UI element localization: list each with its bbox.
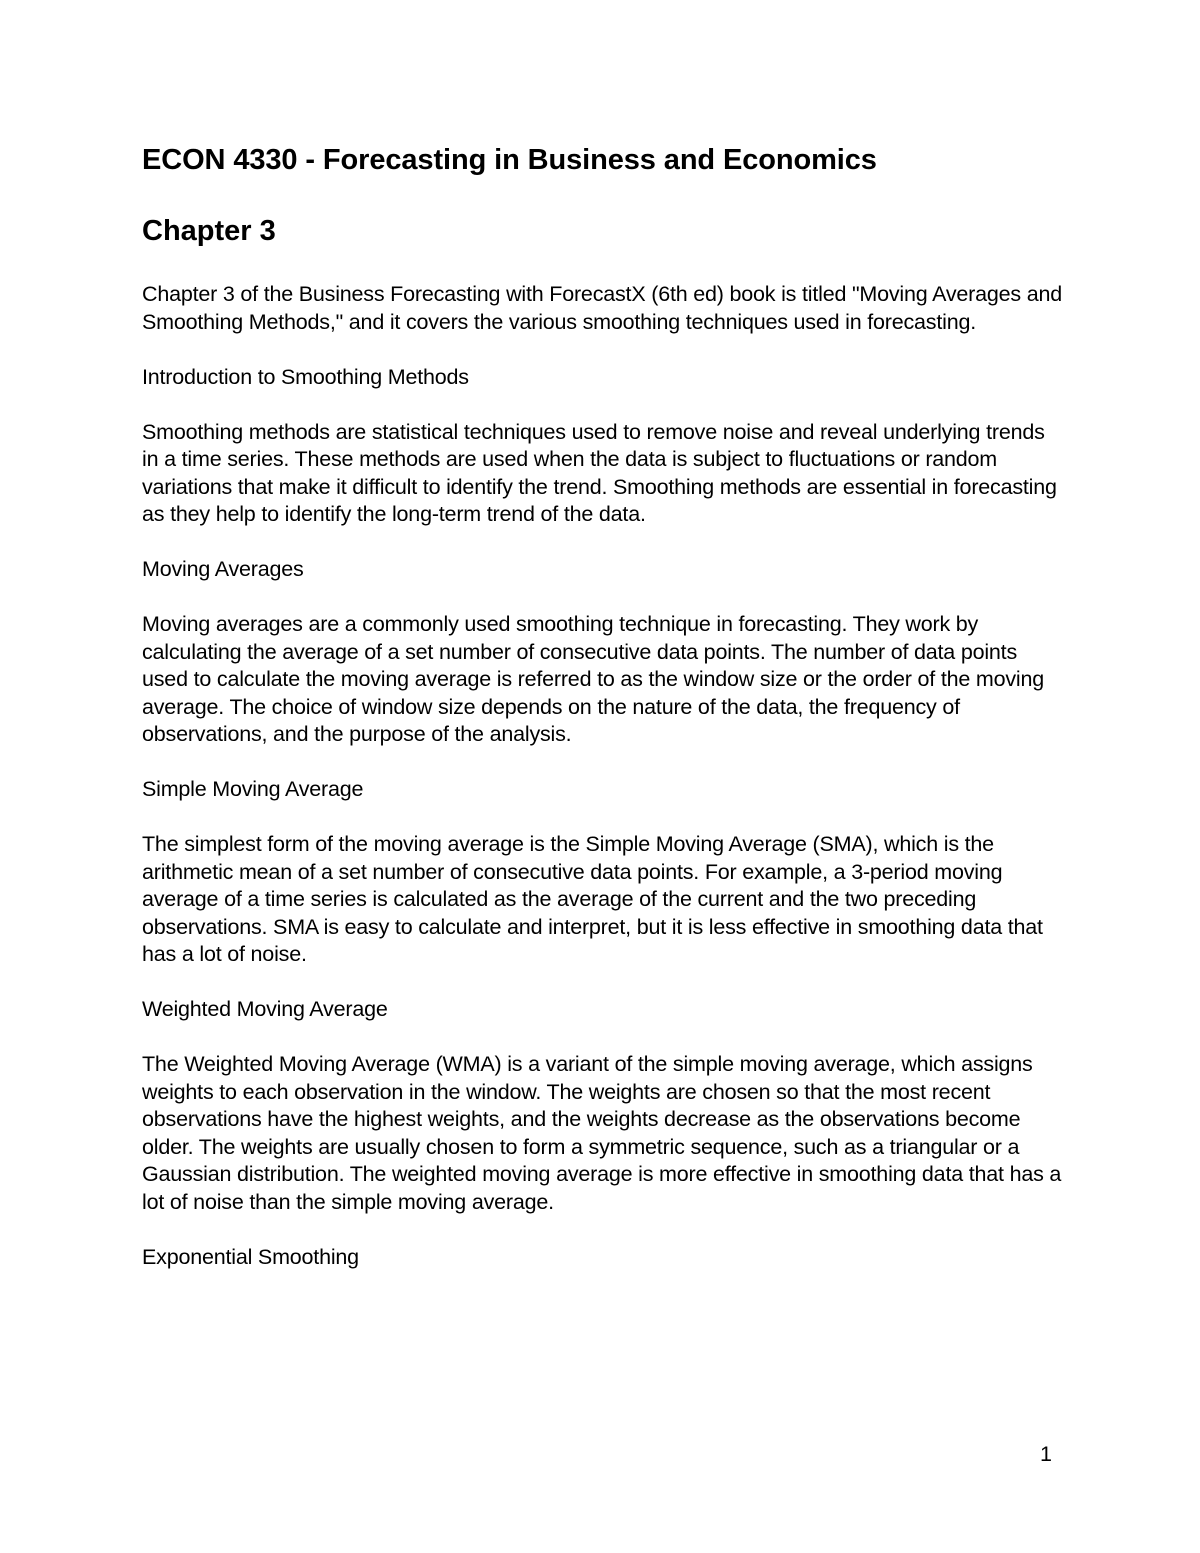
intro-paragraph: Chapter 3 of the Business Forecasting with ForecastX (6th ed) book is titled "Moving Averages and Smoothing Methods," and it covers the various smoothing techniques used in forecasting. (142, 282, 1062, 334)
section-body-moving-averages: Moving averages are a commonly used smoothing technique in forecasting. They work by calculating the average of a set number of consecutive data points. The number of data points used to calculate the moving average is referred to as the window size or the order of the moving average. The choice of window size depends on the nature of the data, the frequency of observations, and the purpose of the analysis. (142, 612, 1045, 746)
section-body-wma: The Weighted Moving Average (WMA) is a variant of the simple moving average, which assigns weights to each observation in the window. The weights are chosen so that the most recent observations have the highest weights, and the weights decrease as the observations become older. The weights are usually chosen to form a symmetric sequence, such as a triangular or a Gaussian distribution. The weighted moving average is more effective in smoothing data that has a lot of noise than the simple moving average. (142, 1052, 1062, 1214)
section-heading-moving-averages: Moving Averages (142, 557, 304, 581)
document-content (142, 140, 1062, 1299)
section-heading-wma: Weighted Moving Average (142, 997, 388, 1021)
document-title: ECON 4330 - Forecasting in Business and Economics (142, 144, 877, 176)
section-heading-intro-smoothing: Introduction to Smoothing Methods (142, 364, 469, 389)
section-body-sma: The simplest form of the moving average is the Simple Moving Average (SMA), which is the arithmetic mean of a set number of consecutive data points. For example, a 3-period moving average of a time series is calculated as the average of the current and the two preceding observations. SMA is easy to calculate and interpret, but it is less effective in smoothing data that has a lot of noise. (142, 832, 1043, 966)
section-body-intro-smoothing: Smoothing methods are statistical techniques used to remove noise and reveal underlying trends in a time series. These methods are used when the data is subject to fluctuations or random variations that make it difficult to identify the trend. Smoothing methods are essential in forecasting as they help to identify the long-term trend of the data. (142, 419, 1057, 526)
section-heading-exponential-smoothing: Exponential Smoothing (142, 1244, 359, 1269)
section-heading-sma: Simple Moving Average (142, 777, 364, 801)
chapter-heading: Chapter 3 (142, 215, 276, 247)
page-number: 1 (1040, 1442, 1052, 1466)
